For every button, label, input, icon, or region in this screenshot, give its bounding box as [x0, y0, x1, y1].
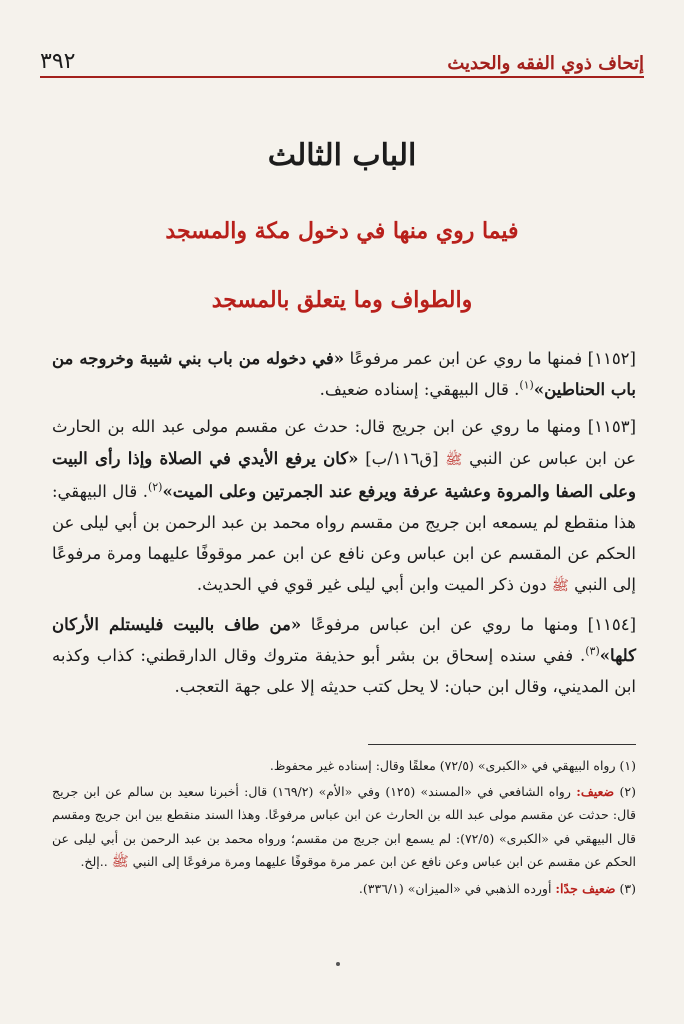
- hadith-paragraph: [52, 343, 636, 405]
- chapter-title: الباب الثالث: [267, 138, 417, 173]
- footnote: [52, 780, 636, 875]
- footnote-text: أورده الذهبي في «الميزان» (٣٣٦/١).: [358, 880, 552, 896]
- footnote-reference: (٣): [585, 644, 600, 658]
- footnote: [52, 877, 636, 901]
- footnote-tail: ..إلخ.: [80, 854, 108, 870]
- chapter-subtitle-line1: فيما روي منها في دخول مكة والمسجد: [165, 218, 519, 244]
- page-mark: [336, 962, 340, 966]
- footnote-number: (٣): [619, 880, 636, 896]
- hadith-commentary-end: دون ذكر الميت وابن أبي ليلى غير قوي في الحديث.: [196, 575, 547, 595]
- main-text: [52, 343, 636, 708]
- footnotes: [52, 754, 636, 903]
- hadith-intro: فمنها ما روي عن ابن عمر مرفوعًا: [349, 349, 583, 368]
- footnote-number: (١): [619, 758, 636, 773]
- hadith-intro: ومنها ما روي عن ابن عباس مرفوعًا: [310, 614, 579, 634]
- hadith-number: [١١٥٤]: [587, 614, 636, 634]
- footnote-text: رواه الشافعي في «المسند» (١٢٥) وفي «الأم» (١٦٩/٢) قال: أخبرنا سعيد بن سالم عن ابن جريج قال: حدثت عن مقسم مولى عبد الله بن الحارث عن ابن عباس مرفوعًا. وهذا السند منقطع بين ابن جريج ومقسم قال البيهقي في «الكبرى» (٧٢/٥): لم يسمع ابن جريج من مقسم؛ ورواه محمد بن عبد الرحمن بن أبي ليلى عن الحكم عن مقسم عن ابن عباس وعن نافع عن ابن عمر مرة موقوفًا عليهما ومرة مرفوعًا إلى النبي: [52, 783, 636, 870]
- hadith-number: [١١٥٣]: [587, 417, 637, 437]
- hadith-paragraph: [52, 411, 636, 602]
- salutation-glyph: ﷺ: [111, 854, 129, 871]
- hadith-quote: «من طاف بالبيت فليستلم الأركان كلها»: [52, 614, 636, 665]
- hadith-commentary: . قال البيهقي: هذا منقطع لم يسمعه ابن جريج من مقسم رواه محمد بن عبد الرحمن بن أبي ليلى عن الحكم عن المقسم عن ابن عباس وعن نافع عن ابن عمر موقوفًا عليهما ومرة مرفوعًا إلى النبي: [52, 481, 636, 595]
- footnote-number: (٢): [619, 783, 636, 799]
- salutation-glyph: ﷺ: [445, 451, 463, 468]
- hadith-paragraph: [52, 609, 636, 703]
- manuscript-reference: [ق١١٦/ب]: [365, 448, 439, 468]
- header-divider: [40, 76, 644, 78]
- footnote-text: رواه البيهقي في «الكبرى» (٧٢/٥) معلقًا وقال: إسناده غير محفوظ.: [269, 758, 616, 773]
- footnote-divider: [368, 744, 636, 745]
- footnote: [52, 754, 636, 778]
- grade-label: ضعيف جدًا:: [555, 880, 616, 896]
- chapter-subtitle-line2: والطواف وما يتعلق بالمسجد: [211, 287, 473, 313]
- hadith-quote: «كان يرفع الأيدي في الصلاة وإذا رأى البيت وعلى الصفا والمروة وعشية عرفة ويرفع عند الجمرتين وعلى الميت»: [52, 448, 636, 501]
- hadith-commentary: . ففي سنده إسحاق بن بشر أبو حذيفة متروك وقال الدارقطني: كذاب وكذبه ابن المديني، وقال ابن حبان: لا يحل كتب حديثه إلا على جهة التعجب.: [52, 645, 636, 697]
- book-title: إتحاف ذوي الفقه والحديث: [447, 53, 644, 74]
- salutation-glyph: ﷺ: [551, 578, 569, 595]
- hadith-commentary: . قال البيهقي: إسناده ضعيف.: [319, 380, 520, 400]
- hadith-intro: ومنها ما روي عن ابن جريج قال: حدث عن مقسم مولى عبد الله بن الحارث عن ابن عباس عن النبي: [52, 417, 636, 468]
- page-header: [40, 40, 644, 74]
- hadith-number: [١١٥٢]: [587, 349, 636, 368]
- grade-label: ضعيف:: [576, 783, 615, 799]
- page-number: ٣٩٢: [40, 49, 76, 74]
- footnote-reference: (١): [519, 378, 534, 392]
- footnote-reference: (٢): [147, 480, 163, 494]
- hadith-quote: «في دخوله من باب بني شيبة وخروجه من باب الحناطين»: [52, 349, 636, 400]
